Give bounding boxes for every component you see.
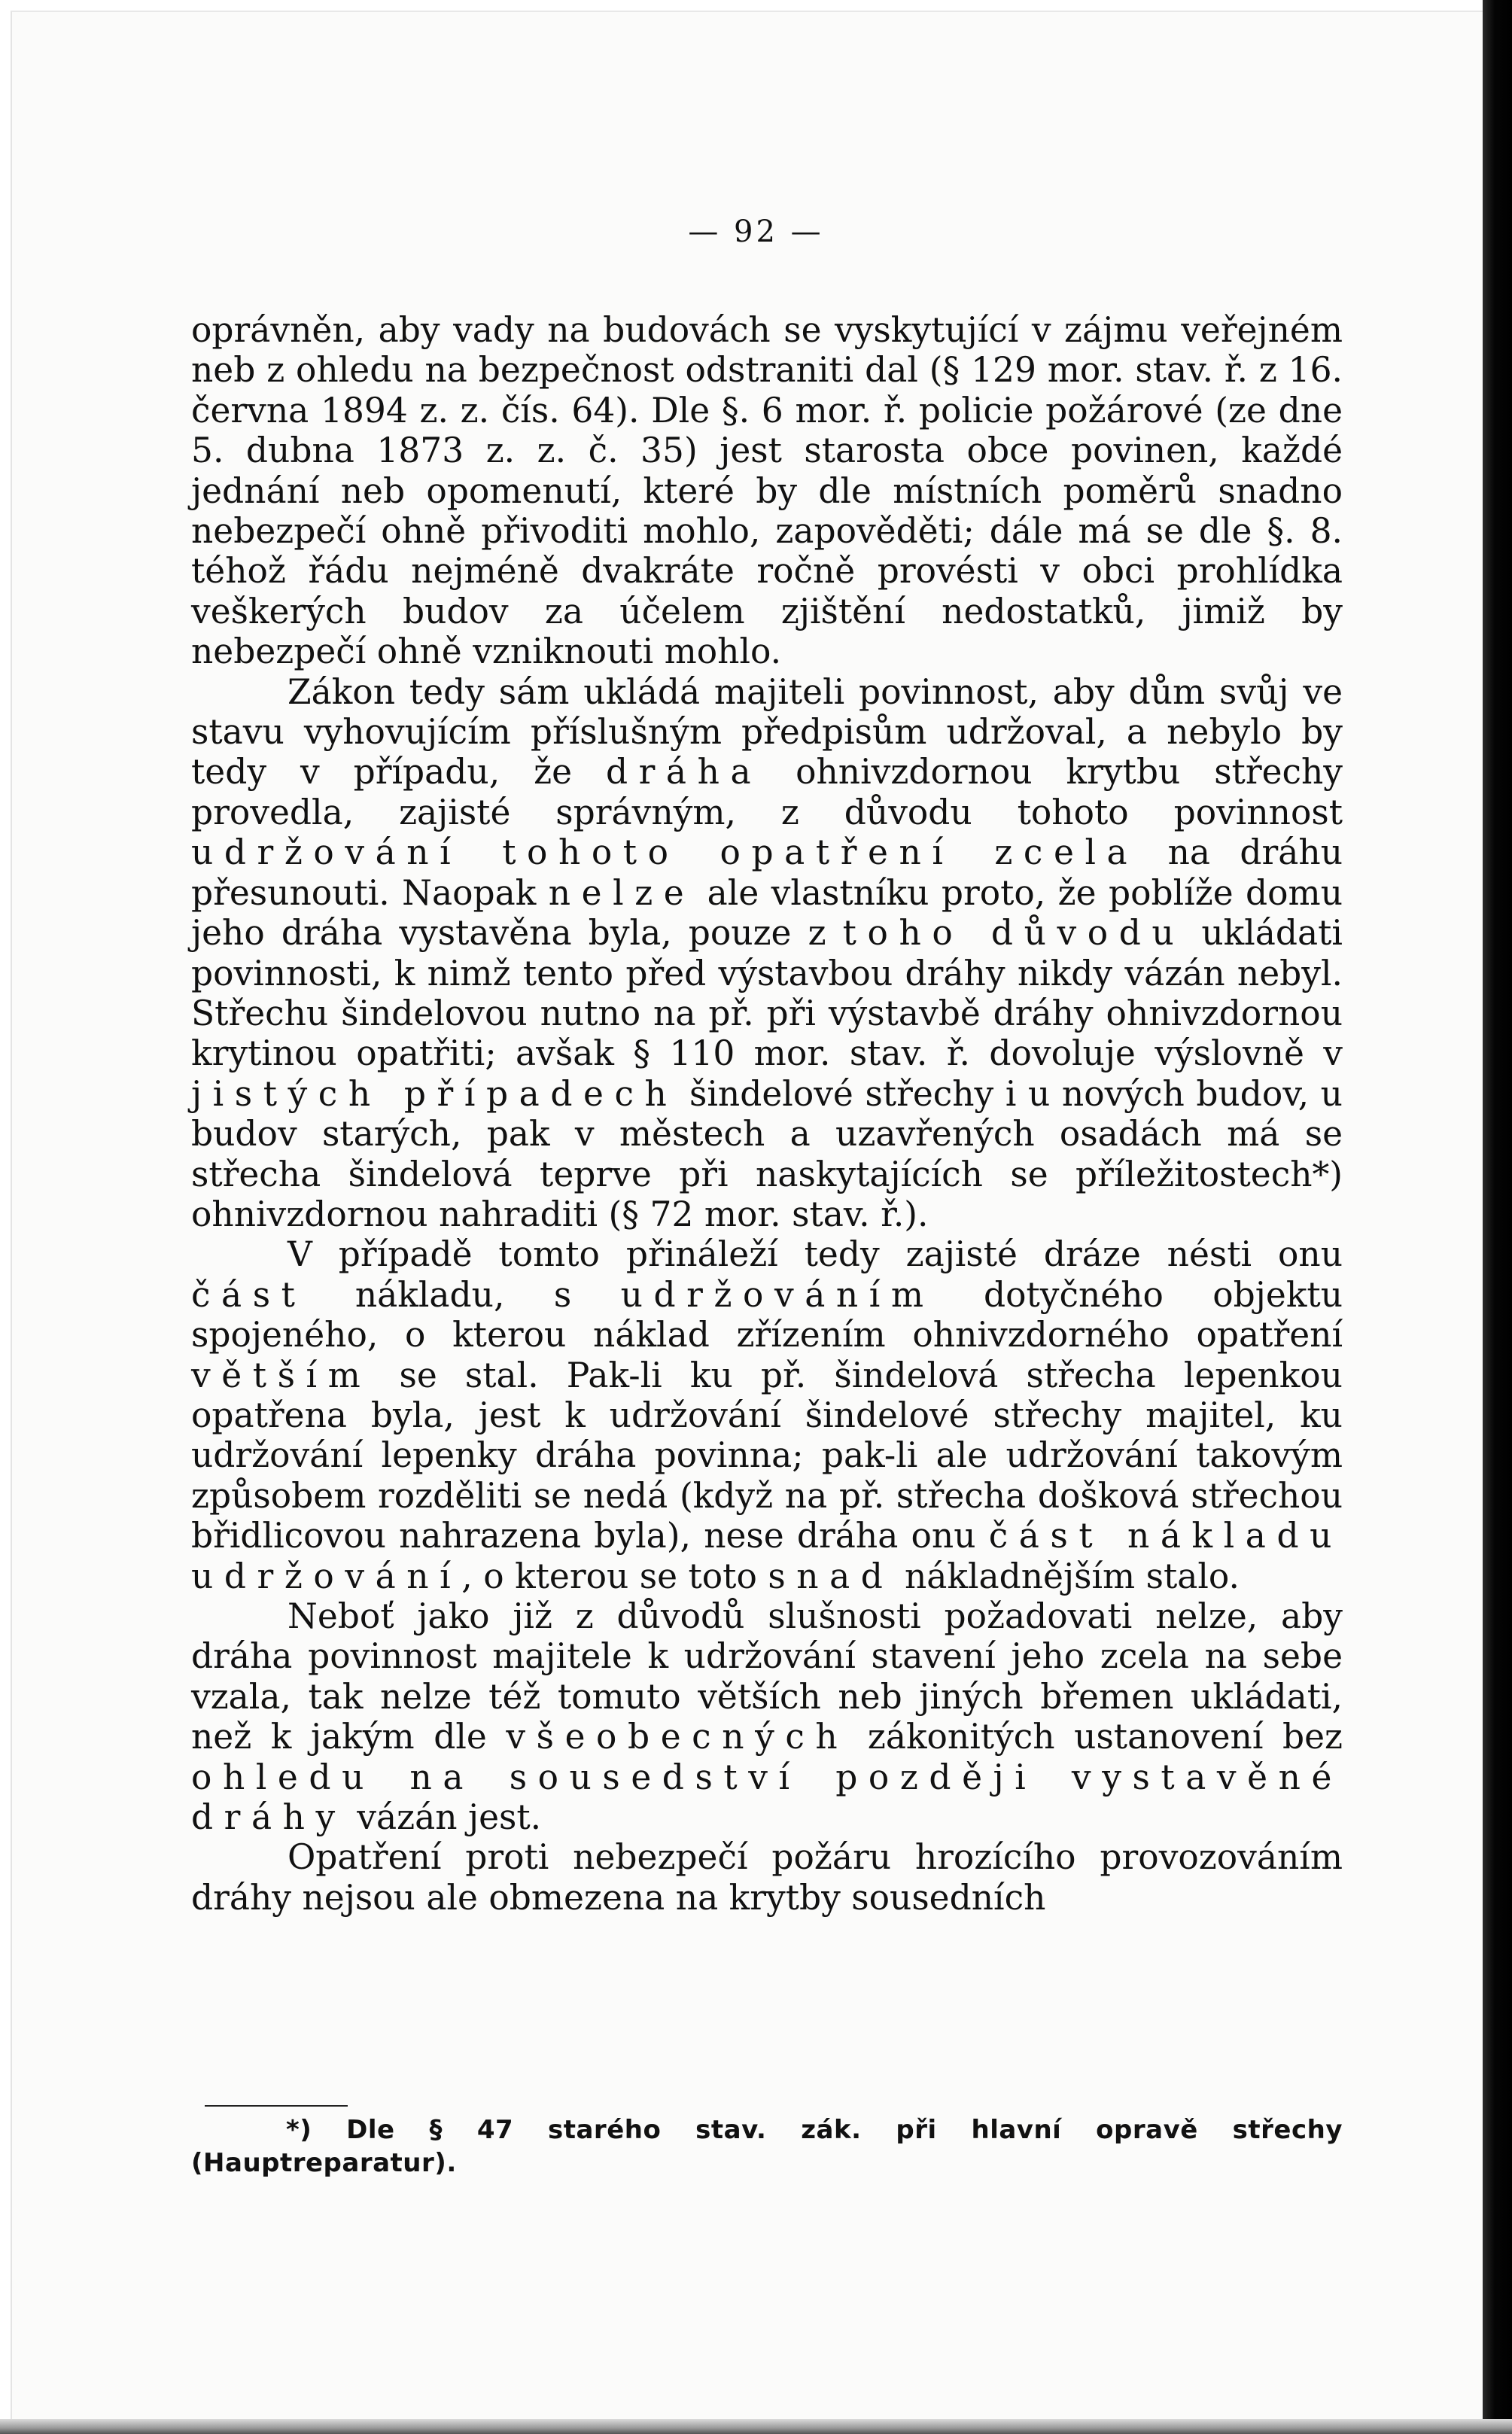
- spaced-emphasis: jistých případech: [191, 1073, 678, 1114]
- text-run: na dráhu přesunouti. Naopak: [191, 832, 1343, 913]
- text-run: oprávněn, aby vady na budovách se vyskytující v zájmu veřejném neb z ohledu na bezpečnost odstraniti dal (§ 129 mor. stav. ř. z 16. června 1894 z. z. čís. 64). Dle §. 6 mor. ř. policie požárové (ze dne 5. dubna 1873 z. z. č. 35) jest starosta obce povinen, každé jednání neb opomenutí, které by dle místních poměrů snadno nebezpečí ohně přivoditi mohlo, zapověděti; dále má se dle §. 8. téhož řádu nejméně dvakráte ročně provésti v obci prohlídka veškerých budov za účelem zjištění nedostatků, jimiž by nebezpečí ohně vzniknouti mohlo.: [191, 310, 1343, 672]
- spaced-emphasis: všeobecných: [506, 1717, 849, 1757]
- spaced-emphasis: udržováním: [620, 1274, 935, 1315]
- text-run: dotyčného objektu spojeného, o kterou náklad zřízením ohnivzdorného opatření: [191, 1274, 1343, 1355]
- paragraph: [191, 672, 1343, 1235]
- paragraph: [191, 1234, 1343, 1596]
- text-run: ale vlastníku proto, že poblíže domu jeho dráha vystavěna byla, pouze z: [191, 872, 1343, 954]
- spaced-emphasis: snad: [768, 1556, 894, 1596]
- text-run: , o kterou se toto: [461, 1556, 768, 1596]
- paragraph: [191, 1837, 1343, 1918]
- paragraph: [191, 1596, 1343, 1837]
- text-run: nákladu, s: [306, 1274, 621, 1315]
- footnote-divider: [205, 2105, 348, 2107]
- text-run: se stal. Pak-li ku př. šindelová střecha lepenkou opatřena byla, jest k udržování šindelové střechy majitel, ku udržování lepenky dráha povinna; pak-li ale udržování takovým způsobem rozděliti se nedá (když na př. střecha došková střechou břidlicovou nahrazena byla), nese dráha onu: [191, 1355, 1343, 1556]
- spaced-emphasis: ohledu na sousedství později vystavěné dráhy: [191, 1757, 1343, 1838]
- scan-edge-right: [1483, 0, 1512, 2434]
- spaced-emphasis: část: [191, 1274, 306, 1315]
- paragraph: [191, 310, 1343, 672]
- text-run: ukládati povinnosti, k nimž tento před výstavbou dráhy nikdy vázán nebyl. Střechu šindelovou nutno na př. při výstavbě dráhy ohnivzdornou krytinou opatřiti; avšak § 110 mor. stav. ř. dovoluje výslovně v: [191, 913, 1343, 1074]
- spaced-emphasis: část nákladu udržování: [191, 1516, 1343, 1596]
- text-run: V případě tomto přináleží tedy zajisté dráze nésti onu: [287, 1234, 1343, 1275]
- spaced-emphasis: nelze: [548, 872, 695, 913]
- footnote: *) Dle § 47 starého stav. zák. při hlavní opravě střechy (Hauptreparatur).: [191, 2115, 1343, 2178]
- text-run: ohnivzdornou krytbu střechy provedla, zajisté správným, z důvodu tohoto povinnost: [191, 752, 1343, 832]
- text-run: vázán jest.: [345, 1797, 542, 1838]
- spaced-emphasis: větším: [191, 1355, 372, 1395]
- spaced-emphasis: dráha: [605, 752, 762, 793]
- body-text: [191, 310, 1343, 1918]
- text-run: Neboť jako již z důvodů slušnosti požadovati nelze, aby dráha povinnost majitele k udržování stavení jeho zcela na sebe vzala, tak nelze též tomuto větších neb jiných břemen ukládati, než k jakým dle: [191, 1596, 1343, 1757]
- text-run: zákonitých ustanovení bez: [848, 1717, 1343, 1757]
- text-run: Zákon tedy sám ukládá majiteli povinnost, aby dům svůj ve stavu vyhovujícím příslušným předpisům udržoval, a nebylo by tedy v případu, že: [191, 671, 1343, 793]
- page-number: — 92 —: [688, 214, 824, 249]
- scan-edge-bottom: [0, 2419, 1512, 2434]
- text-run: šindelové střechy i u nových budov, u budov starých, pak v městech a uzavřených osadách má se střecha šindelová teprve při naskytajících se příležitostech*) ohnivzdornou nahraditi (§ 72 mor. stav. ř.).: [191, 1073, 1343, 1234]
- spaced-emphasis: udržování tohoto opatření zcela: [191, 832, 1139, 873]
- text-run: nákladnějším stalo.: [893, 1556, 1240, 1596]
- spaced-emphasis: toho důvodu: [842, 913, 1185, 954]
- text-run: Opatření proti nebezpečí požáru hrozícího provozováním dráhy nejsou ale obmezena na krytby sousedních: [191, 1837, 1343, 1918]
